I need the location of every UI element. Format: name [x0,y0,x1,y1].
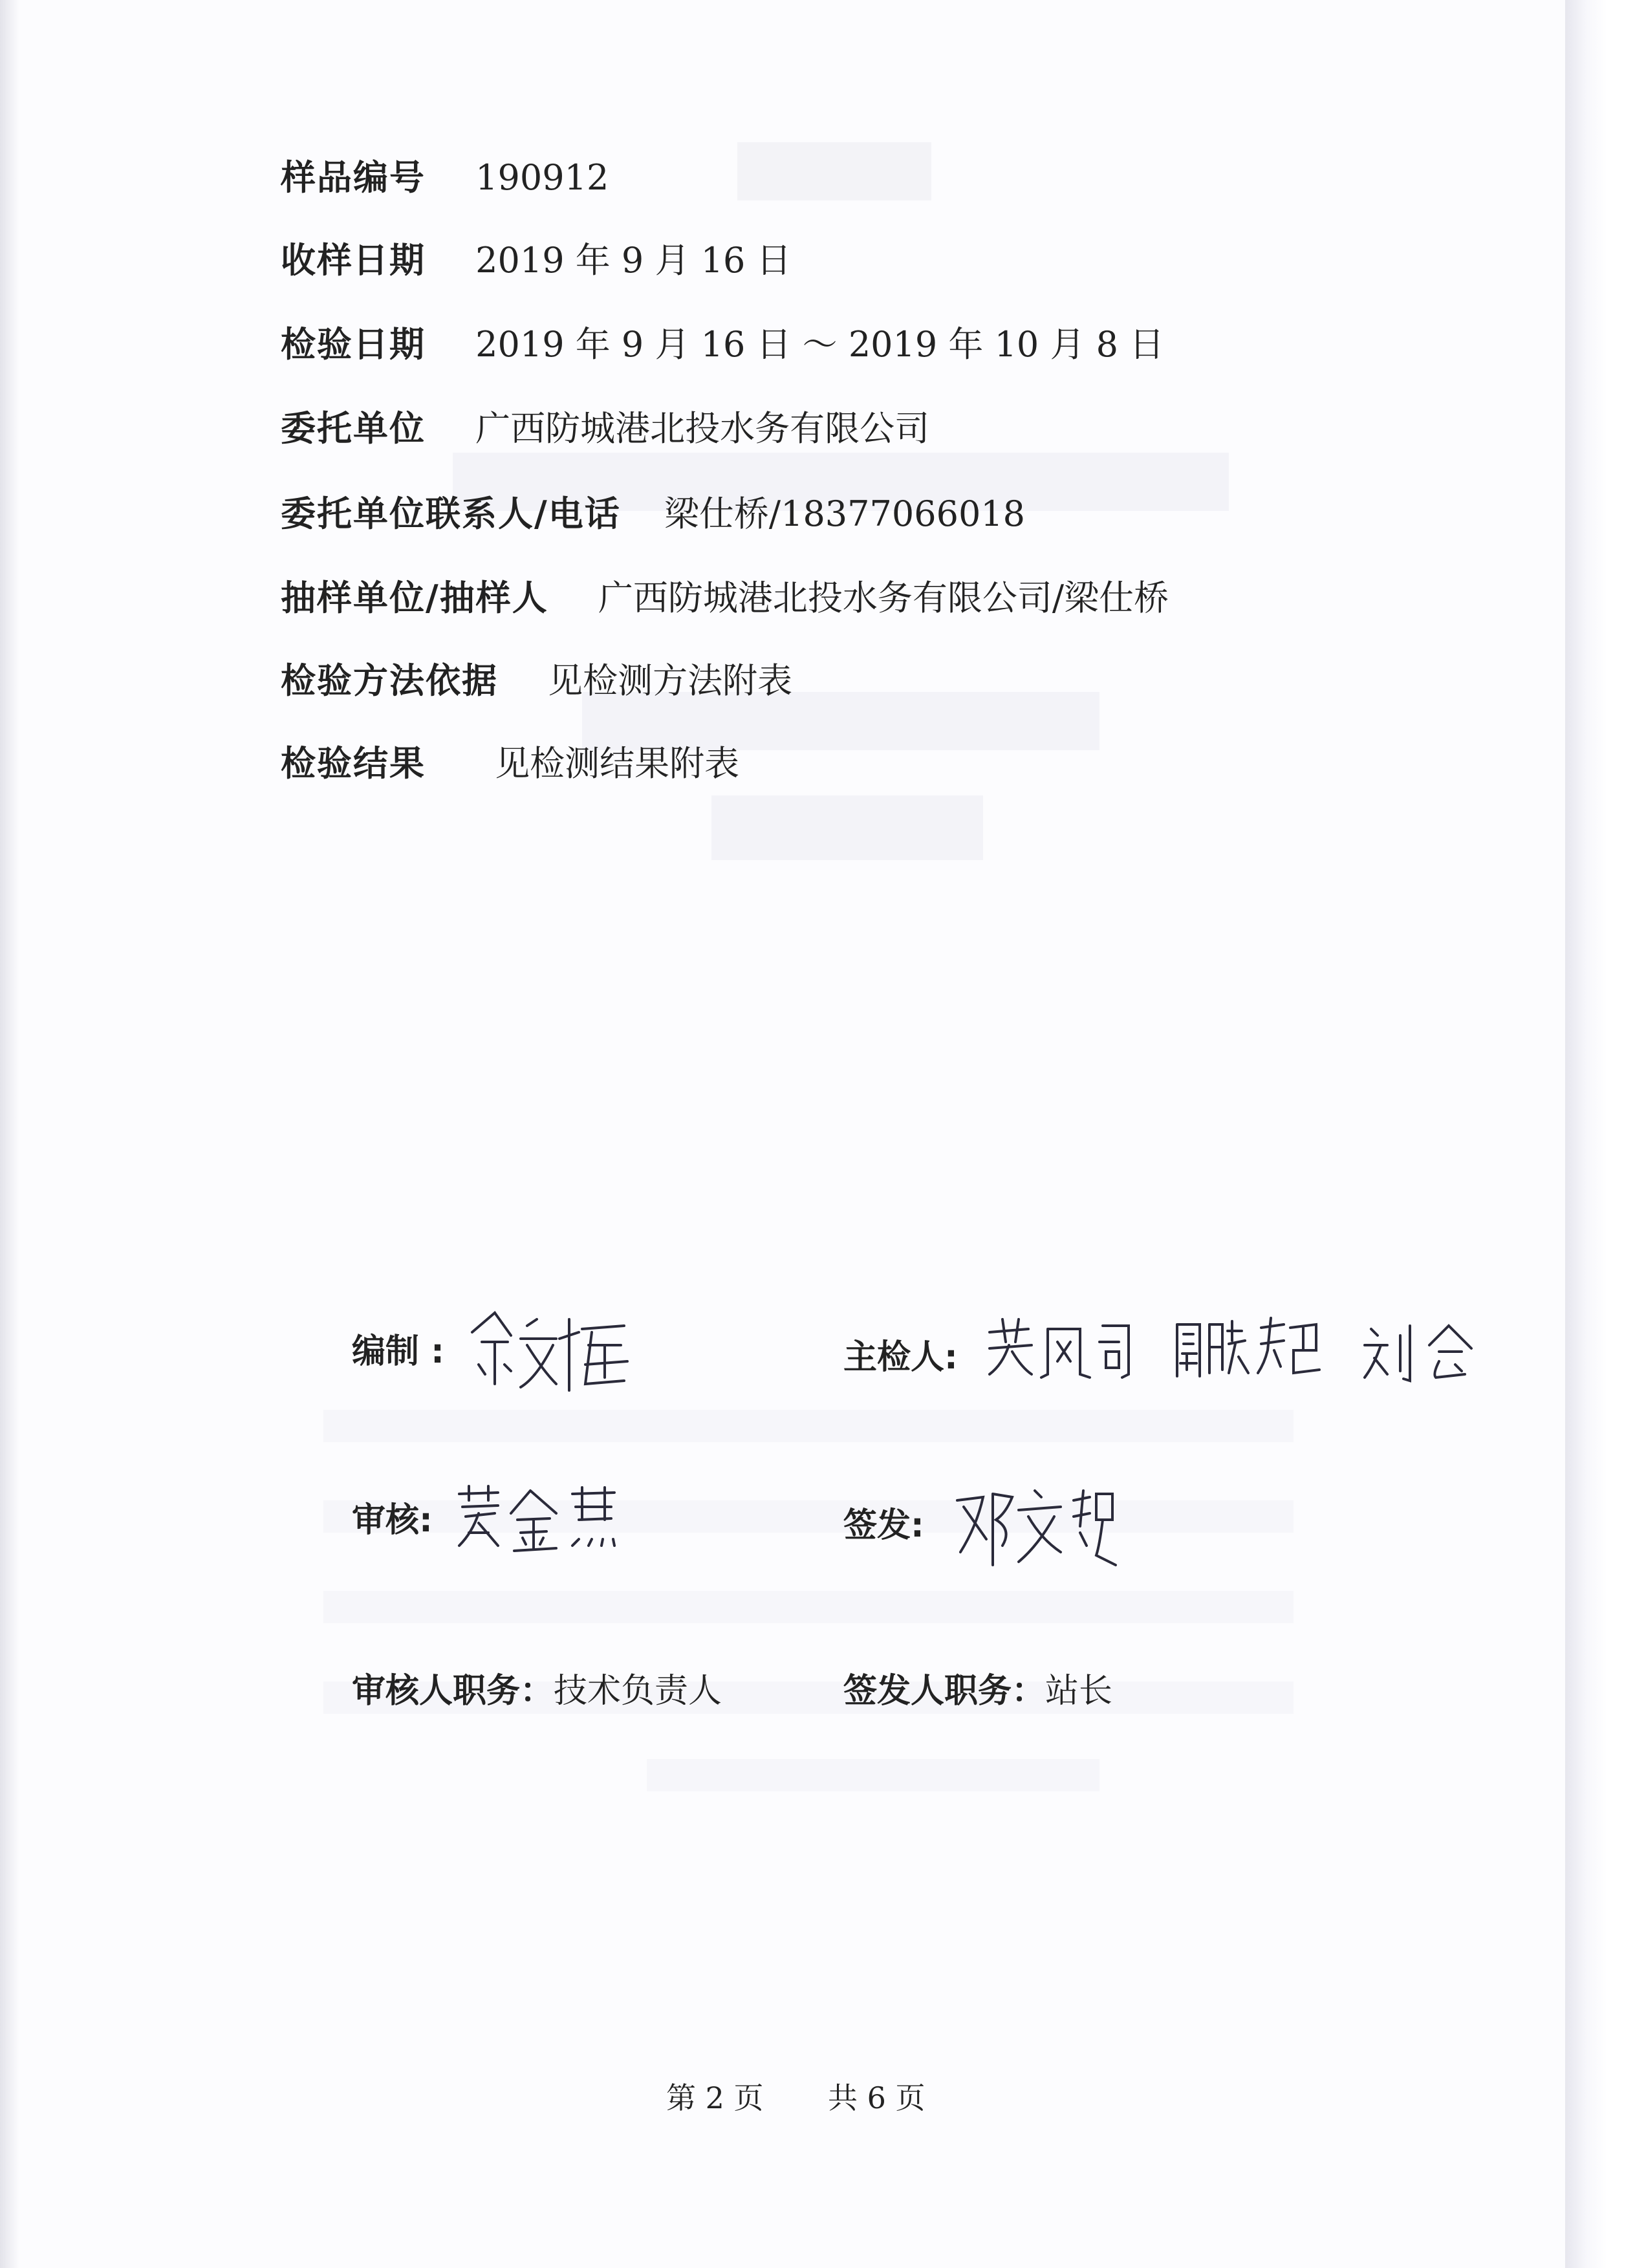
field-label: 委托单位联系人/电话 [281,493,621,534]
page-total: 共 6 页 [828,2080,926,2115]
compiled-label: 编制 [352,1332,420,1371]
field-value: 190912 [475,157,609,198]
issuer-title-label: 签发人职务： [843,1672,1046,1711]
field-method [281,658,792,704]
field-label: 检验方法依据 [281,660,498,701]
issuer-label: 签发: [843,1506,924,1545]
field-value: 广西防城港北投水务有限公司/梁仕桥 [598,578,1169,618]
page-number: 第 2 页 [666,2080,764,2115]
field-inspection-date [281,322,1164,367]
signature-reviewer [453,1481,627,1559]
signature-inspector-1 [983,1313,1138,1384]
show-through-decoration [737,142,931,200]
issuer [843,1503,924,1548]
scan-edge-right [1565,0,1635,2268]
inspector-label: 主检人: [843,1338,958,1377]
show-through-decoration [647,1759,1099,1791]
scan-edge-left [0,0,19,2268]
field-value: 广西防城港北投水务有限公司 [475,408,930,449]
field-result [281,741,739,786]
field-label: 抽样单位/抽样人 [281,578,548,618]
field-receive-date [281,238,792,283]
issuer-title [843,1669,1112,1714]
inspector [843,1335,958,1380]
field-label: 委托单位 [281,408,426,449]
issuer-title-value: 站长 [1045,1672,1113,1711]
reviewer-title [352,1669,722,1714]
field-client [281,406,929,451]
signature-inspector-3 [1358,1319,1488,1384]
signature-issuer [951,1481,1119,1578]
field-value: 2019 年 9 月 16 日 [475,240,792,281]
field-value: 2019 年 9 月 16 日 ～ 2019 年 10 月 8 日 [475,324,1165,365]
field-sample-number [281,155,609,200]
compiled-by [352,1329,444,1374]
signature-compiler [466,1306,634,1397]
reviewer [352,1498,433,1543]
field-label: 检验结果 [281,743,426,784]
field-value: 见检测结果附表 [495,743,740,784]
field-client-contact [281,491,1025,537]
field-value: 梁仕桥/18377066018 [664,493,1026,534]
reviewer-title-value: 技术负责人 [554,1672,722,1711]
show-through-decoration [711,795,983,860]
show-through-decoration [323,1591,1294,1623]
field-value: 见检测方法附表 [548,660,793,701]
field-label: 收样日期 [281,240,426,281]
field-sampler [281,576,1169,621]
colon: : [419,1332,444,1371]
reviewer-title-label: 审核人职务： [352,1672,554,1711]
field-label: 检验日期 [281,324,426,365]
reviewer-label: 审核: [352,1501,433,1540]
signature-inspector-2 [1171,1312,1326,1383]
show-through-decoration [323,1410,1294,1442]
field-label: 样品编号 [281,157,426,198]
